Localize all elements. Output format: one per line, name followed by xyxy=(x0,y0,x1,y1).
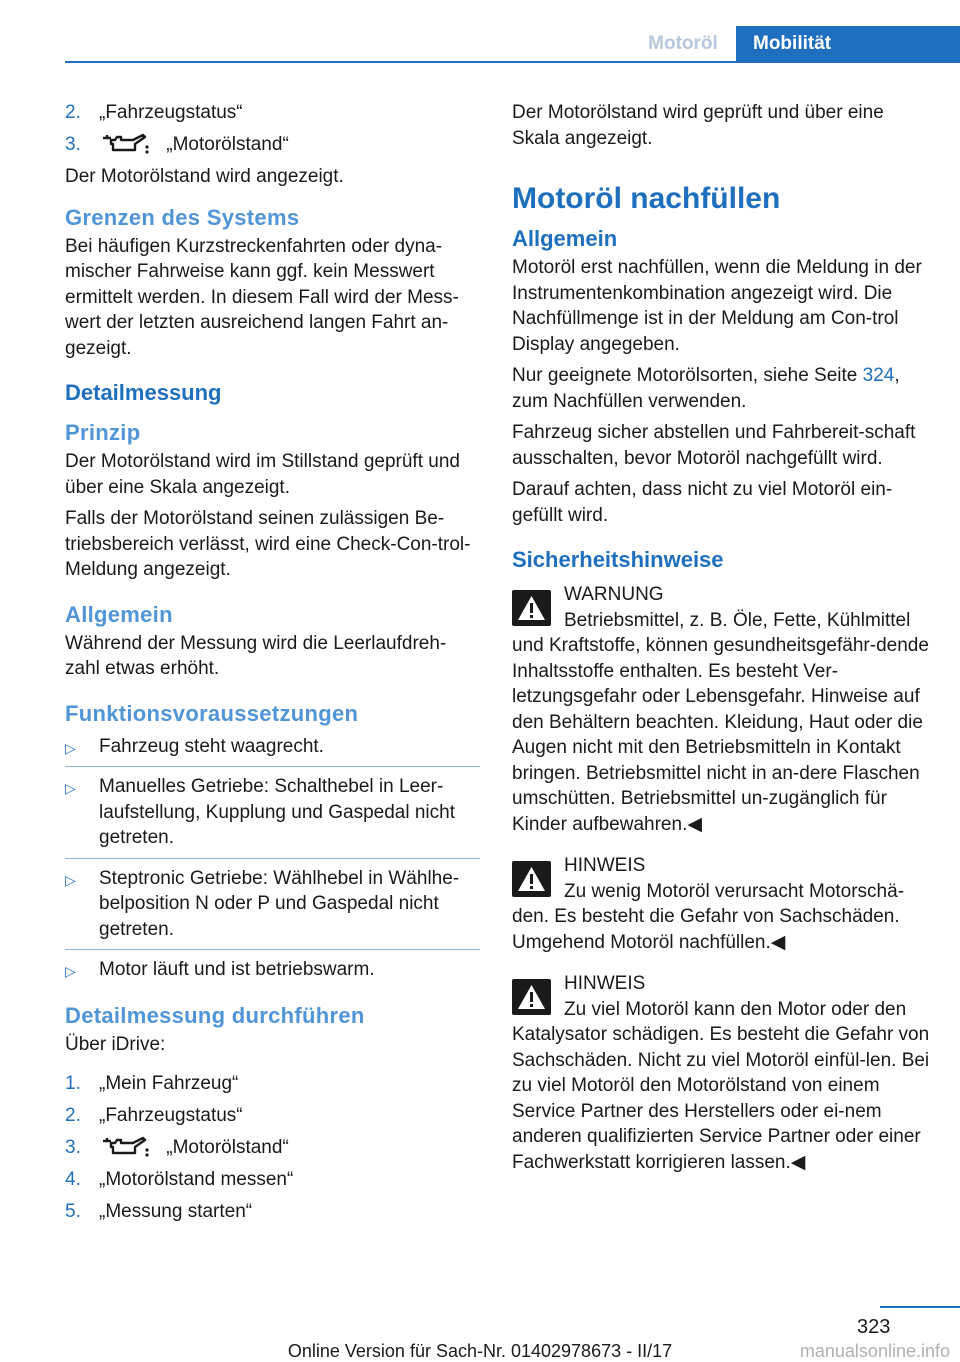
list-item xyxy=(65,1071,480,1097)
paragraph: Der Motorölstand wird im Stillstand geprüft und über eine Skala angezeigt. xyxy=(65,451,460,498)
notice-title: HINWEIS xyxy=(564,855,646,876)
warning-text: Betriebsmittel, z. B. Öle, Fette, Kühlmittel xyxy=(564,609,911,631)
tab-motoroel[interactable]: Motoröl xyxy=(648,33,718,54)
list-item xyxy=(65,132,480,158)
page-number: 323 xyxy=(857,1316,891,1338)
notice-block xyxy=(512,971,932,1175)
list-text: Manuelles Getriebe: Schalthebel in Leer-laufstellung, Kupplung und Gaspedal nicht getreten. xyxy=(99,776,455,848)
list-number: 1. xyxy=(65,1073,81,1094)
bullet-icon: ▷ xyxy=(65,739,76,756)
list-text: „Motorölstand“ xyxy=(166,1137,289,1158)
warning-icon xyxy=(512,590,551,626)
bullet-icon: ▷ xyxy=(65,963,76,979)
list-number: 3. xyxy=(65,134,81,155)
list-item xyxy=(65,957,480,990)
header-divider xyxy=(65,61,960,63)
bullet-icon: ▷ xyxy=(65,780,76,796)
text: , zum Nachfüllen verwenden. xyxy=(512,365,900,412)
list-item xyxy=(65,1167,480,1193)
paragraph: Fahrzeug sicher abstellen und Fahrbereit-schaft ausschalten, bevor Motoröl nachgefüllt wird. xyxy=(512,422,916,469)
notice-block xyxy=(512,853,932,955)
list-item xyxy=(65,1135,480,1161)
list-text: „Motorölstand messen“ xyxy=(99,1169,294,1190)
list-text: „Mein Fahrzeug“ xyxy=(99,1073,239,1094)
paragraph: Der Motorölstand wird angezeigt. xyxy=(65,166,344,187)
paragraph: Der Motorölstand wird geprüft und über eine Skala angezeigt. xyxy=(512,102,884,149)
paragraph: Darauf achten, dass nicht zu viel Motoröl ein-gefüllt wird. xyxy=(512,479,893,526)
bullet-list xyxy=(65,734,480,990)
list-number: 4. xyxy=(65,1169,81,1190)
heading-sicherheitshinweise: Sicherheitshinweise xyxy=(512,547,724,572)
list-item xyxy=(65,1199,480,1225)
paragraph: Falls der Motorölstand seinen zulässigen Be-triebsbereich verlässt, wird eine Check-Con-trol-Meldung angezeigt. xyxy=(65,508,471,580)
heading-grenzen: Grenzen des Systems xyxy=(65,204,300,230)
tab-mobilitaet[interactable]: Mobilität xyxy=(736,26,960,62)
warning-icon xyxy=(512,861,551,897)
page-header xyxy=(0,0,960,62)
list-item xyxy=(65,866,480,951)
page-link[interactable]: 324 xyxy=(862,365,895,386)
heading-allgemein: Allgemein xyxy=(65,601,173,627)
left-column xyxy=(65,100,480,1231)
heading-motoroel-nachfuellen: Motoröl nachfüllen xyxy=(512,182,781,215)
paragraph: Während der Messung wird die Leerlaufdreh-zahl etwas erhöht. xyxy=(65,632,447,679)
text: Nur geeignete Motorölsorten, siehe Seite xyxy=(512,365,863,386)
list-text: Steptronic Getriebe: Wählhebel in Wählhe-belposition N oder P und Gaspedal nicht getreten. xyxy=(99,867,460,940)
notice-text: Katalysator schädigen. Es besteht die Gefahr von Sachschäden. Nicht zu viel Motoröl einfül-len. Bei zu viel Motoröl den Motorölstand von einem Service Partner des Herstellers oder ei-nem anderen qualifizierten Service Partner oder einer Fachwerkstatt korrigieren lassen.◀ xyxy=(512,1024,930,1173)
notice-text: den. Es besteht die Gefahr von Sachschäden. Umgehend Motoröl nachfüllen.◀ xyxy=(512,906,900,953)
list-item xyxy=(65,100,480,126)
heading-detailmessung: Detailmessung xyxy=(65,380,222,405)
paragraph: Bei häufigen Kurzstreckenfahrten oder dyna-mischer Fahrweise kann ggf. kein Messwert ermittelt werden. In diesem Fall wird der Mess-wert der letzten ausreichend langen Fahrt an-gezeigt. xyxy=(65,235,459,359)
footer-divider xyxy=(880,1306,960,1308)
list-text: „Fahrzeugstatus“ xyxy=(99,1105,243,1126)
list-number: 2. xyxy=(65,1105,81,1126)
paragraph: Über iDrive: xyxy=(65,1033,166,1055)
warning-icon xyxy=(512,979,551,1015)
heading-prinzip: Prinzip xyxy=(65,420,141,445)
list-item xyxy=(65,774,480,859)
warning-text: und Kraftstoffe, können gesundheitsgefähr-dende Inhaltsstoffe enthalten. Es besteht Ver-letzungsgefahr oder Lebensgefahr. Hinweise auf den Behältern beachten. Kleidung, Haut oder die Augen nicht mit den Betriebsmitteln in Kontakt bringen. Betriebsmittel nicht in an-dere Flaschen umschütten. Betriebsmittel un-zugänglich für Kinder aufbewahren.◀ xyxy=(512,635,929,835)
heading-allgemein: Allgemein xyxy=(512,226,618,251)
list-text: „Messung starten“ xyxy=(99,1201,253,1222)
online-version-text: Online Version für Sach-Nr. 01402978673 - II/17 xyxy=(287,1341,673,1361)
list-item xyxy=(65,1103,480,1129)
paragraph: Motoröl erst nachfüllen, wenn die Meldung in der Instrumentenkombination angezeigt wird. Die Nachfüllmenge ist in der Meldung am Con-trol Display angegeben. xyxy=(512,257,922,355)
watermark: manualsonline.info xyxy=(799,1341,950,1361)
notice-title: HINWEIS xyxy=(564,973,646,994)
paragraph xyxy=(512,363,932,414)
list-number: 3. xyxy=(65,1137,81,1158)
right-column xyxy=(512,100,932,1175)
list-text: „Motorölstand“ xyxy=(166,134,289,155)
list-text: Motor läuft und ist betriebswarm. xyxy=(99,959,375,980)
list-text: Fahrzeug steht waagrecht. xyxy=(99,735,324,757)
warning-title: WARNUNG xyxy=(564,584,664,605)
oil-can-icon xyxy=(99,132,153,154)
list-number: 5. xyxy=(65,1201,81,1222)
list-item xyxy=(65,734,480,768)
warning-block xyxy=(512,582,932,837)
notice-text: Zu wenig Motoröl verursacht Motorschä- xyxy=(564,880,905,902)
list-text: „Fahrzeugstatus“ xyxy=(99,102,243,123)
notice-text: Zu viel Motoröl kann den Motor oder den xyxy=(564,998,907,1020)
list-number: 2. xyxy=(65,102,81,123)
heading-detailmessung-durchfuehren: Detailmessung durchführen xyxy=(65,1002,365,1028)
bullet-icon: ▷ xyxy=(65,871,76,888)
heading-funktionsvoraussetzungen: Funktionsvoraussetzungen xyxy=(65,700,359,726)
oil-can-icon xyxy=(99,1135,153,1157)
